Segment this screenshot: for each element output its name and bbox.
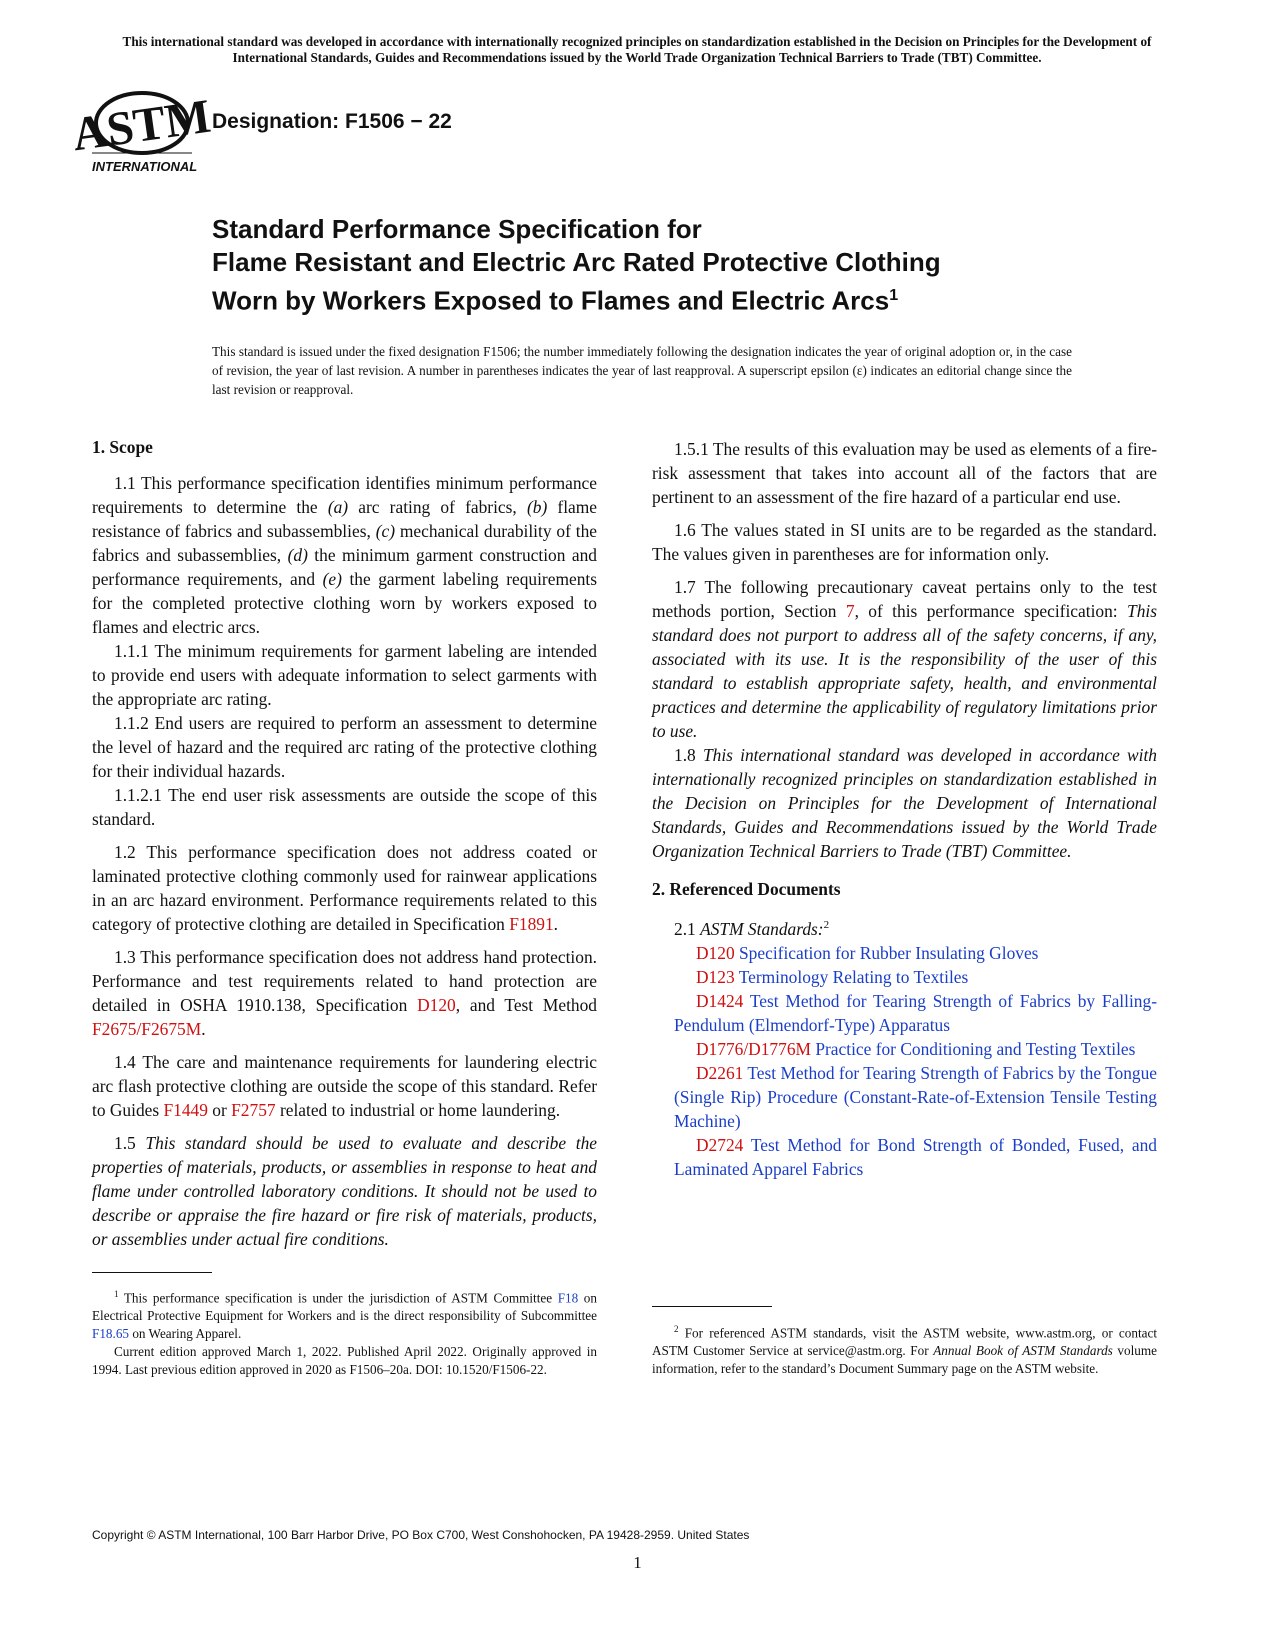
scope-heading: 1. Scope (92, 437, 153, 457)
title-line-2: Flame Resistant and Electric Arc Rated Protective Clothing (212, 247, 941, 277)
link-f2757[interactable]: F2757 (231, 1100, 276, 1120)
right-column (652, 437, 1157, 1181)
para-1-1: 1.1 This performance specification identifies minimum performance requirements to determine the (a) arc rating of fabrics, (b) flame resistance of fabrics and subassemblies, (c) mechanical durability of the fabrics and subassemblies, (d) the minimum garment construction and performance requirements, and (e) the garment labeling requirements for the completed protective clothing worn by workers exposed to flames and electric arcs. (92, 473, 598, 637)
logo-subtitle: INTERNATIONAL (92, 159, 198, 174)
referenced-item[interactable] (652, 941, 1157, 965)
footnote-rule-left (92, 1272, 212, 1273)
referenced-item-title[interactable]: Test Method for Tearing Strength of Fabrics by Falling-Pendulum (Elmendorf-Type) Apparatus (674, 990, 1157, 1035)
referenced-item-id[interactable]: D2724 (696, 1134, 744, 1155)
document-title (212, 213, 1072, 318)
referenced-item[interactable] (652, 1061, 1157, 1133)
para-1-5: 1.5 This standard should be used to evaluate and describe the properties of materials, products, or assemblies in response to heat and flame under controlled laboratory conditions. It should not be used to describe or appraise the fire hazard or fire risk of materials, products, or assemblies under actual fire conditions. (92, 1133, 597, 1249)
copyright: Copyright © ASTM International, 100 Barr Harbor Drive, PO Box C700, West Conshohocken, PA 19428-2959. United States (92, 1528, 750, 1542)
para-1-5-1: 1.5.1 The results of this evaluation may be used as elements of a fire-risk assessment that takes into account all of the factors that are pertinent to an assessment of the fire hazard of a particular end use. (652, 439, 1157, 507)
referenced-item-title[interactable]: Test Method for Tearing Strength of Fabrics by the Tongue (Single Rip) Procedure (Constant-Rate-of-Extension Tensile Testing Machine) (674, 1062, 1158, 1131)
link-d120[interactable]: D120 (417, 995, 456, 1015)
link-f18-65[interactable]: F18.65 (92, 1326, 130, 1342)
referenced-item[interactable] (652, 989, 1157, 1037)
referenced-item-id[interactable]: D1776/D1776M (696, 1038, 811, 1059)
referenced-item-id[interactable]: D123 (696, 966, 735, 987)
link-f18[interactable]: F18 (557, 1290, 579, 1306)
referenced-item-title[interactable]: Terminology Relating to Textiles (738, 966, 969, 987)
astm-logo (69, 85, 214, 177)
page-number: 1 (633, 1553, 642, 1572)
link-f1449[interactable]: F1449 (163, 1100, 208, 1120)
title-line-3: Worn by Workers Exposed to Flames and Electric Arcs (212, 285, 890, 316)
link-f1891[interactable]: F1891 (509, 914, 554, 934)
para-1-2: 1.2 This performance specification does not address coated or laminated protective clothing commonly used for rainwear applications in an arc hazard environment. Performance requirements related to this category of protective clothing are detailed in Specification F1891. (92, 842, 597, 934)
referenced-item[interactable] (652, 1037, 1157, 1061)
referenced-item-title[interactable]: Practice for Conditioning and Testing Textiles (815, 1038, 1136, 1059)
referenced-item-title[interactable]: Specification for Rubber Insulating Gloves (739, 942, 1039, 963)
para-1-8: 1.8 This international standard was developed in accordance with internationally recognized principles on standardization established in the Decision on Principles for the Development of International Standards, Guides and Recommendations issued by the World Trade Organization Technical Barriers to Trade (TBT) Committee. (652, 745, 1157, 861)
footnote-2: $^2$ For referenced ASTM standards, visit the ASTM website, www.astm.org, or contact ASTM Customer Service at service@astm.org. For Annual Book of ASTM Standards volume information, refer to the standard’s Document Summary page on the ASTM website. (652, 1324, 1157, 1377)
para-1-3: 1.3 This performance specification does not address hand protection. Performance and test requirements related to hand protection are detailed in OSHA 1910.138, Specification D120, and Test Method F2675/F2675M. (92, 947, 598, 1039)
footnote-2-mark[interactable]: 2 (823, 919, 830, 931)
footnote-1: $^1$ This performance specification is under the jurisdiction of ASTM Committee F18 on Electrical Protective Equipment for Workers and is the direct responsibility of Subcommittee F18.65 on Wearing Apparel. Current edition approved March 1, 2022. Published April 2022. Originally approved in 1994. Last previous edition approved in 2020 as F1506–20a. DOI: 10.1520/F1506-22. (92, 1289, 597, 1378)
link-section-7[interactable]: 7 (845, 601, 855, 621)
referenced-item-id[interactable]: D1424 (696, 990, 744, 1011)
top-notice: This international standard was developed in accordance with internationally recognized principles on standardization established in the Decision on Principles for the Development of International Standards, Guides and Recommendations issued by the World Trade Organization Technical Barriers to Trade (TBT) Committee. (122, 34, 1152, 65)
para-1-1-2: 1.1.2 End users are required to perform an assessment to determine the level of hazard and the required arc rating of the protective clothing for their individual hazards. (92, 713, 597, 781)
para-2-1: 2.1 ASTM Standards:$^2$ (674, 918, 830, 939)
referenced-item[interactable] (652, 1133, 1157, 1181)
referenced-item-id[interactable]: D120 (696, 942, 735, 963)
referenced-documents-heading: 2. Referenced Documents (652, 879, 841, 899)
para-1-4: 1.4 The care and maintenance requirements for laundering electric arc flash protective clothing are outside the scope of this standard. Refer to Guides F1449 or F2757 related to industrial or home laundering. (92, 1052, 597, 1120)
link-f2675[interactable]: F2675/F2675M (92, 1019, 202, 1039)
designation: Designation: F1506 − 22 (212, 110, 452, 133)
para-1-1-1: 1.1.1 The minimum requirements for garment labeling are intended to provide end users with adequate information to select garments with the appropriate arc rating. (92, 641, 597, 709)
issue-note: This standard is issued under the fixed designation F1506; the number immediately following the designation indicates the year of original adoption or, in the case of revision, the year of last revision. A number in parentheses indicates the year of last reapproval. A superscript epsilon (ε) indicates an editorial change since the last revision or reapproval. (212, 344, 1072, 397)
referenced-item[interactable] (652, 965, 1157, 989)
referenced-item-id[interactable]: D2261 (696, 1062, 744, 1083)
para-1-1-2-1: 1.1.2.1 The end user risk assessments are outside the scope of this standard. (92, 785, 597, 829)
referenced-list (652, 941, 1157, 1181)
referenced-item-title[interactable]: Test Method for Bond Strength of Bonded, Fused, and Laminated Apparel Fabrics (674, 1134, 1157, 1179)
title-line-1: Standard Performance Specification for (212, 214, 702, 244)
para-1-7: 1.7 The following precautionary caveat pertains only to the test methods portion, Section 7, of this performance specification: This standard does not purport to address all of the safety concerns, if any, associated with its use. It is the responsibility of the user of this standard to establish appropriate safety, health, and environmental practices and determine the applicability of regulatory limitations prior to use. (652, 577, 1157, 741)
footnote-rule-right (652, 1306, 772, 1307)
footnote-1-edition: Current edition approved March 1, 2022. Published April 2022. Originally approved in 1994. Last previous edition approved in 2020 as F1506–20a. DOI: 10.1520/F1506-22. (92, 1344, 597, 1378)
logo-letters: ASTM (69, 89, 214, 162)
title-footnote-mark[interactable]: 1 (889, 287, 899, 304)
left-column (92, 435, 597, 1251)
para-1-6: 1.6 The values stated in SI units are to be regarded as the standard. The values given in parentheses are for information only. (652, 520, 1157, 564)
